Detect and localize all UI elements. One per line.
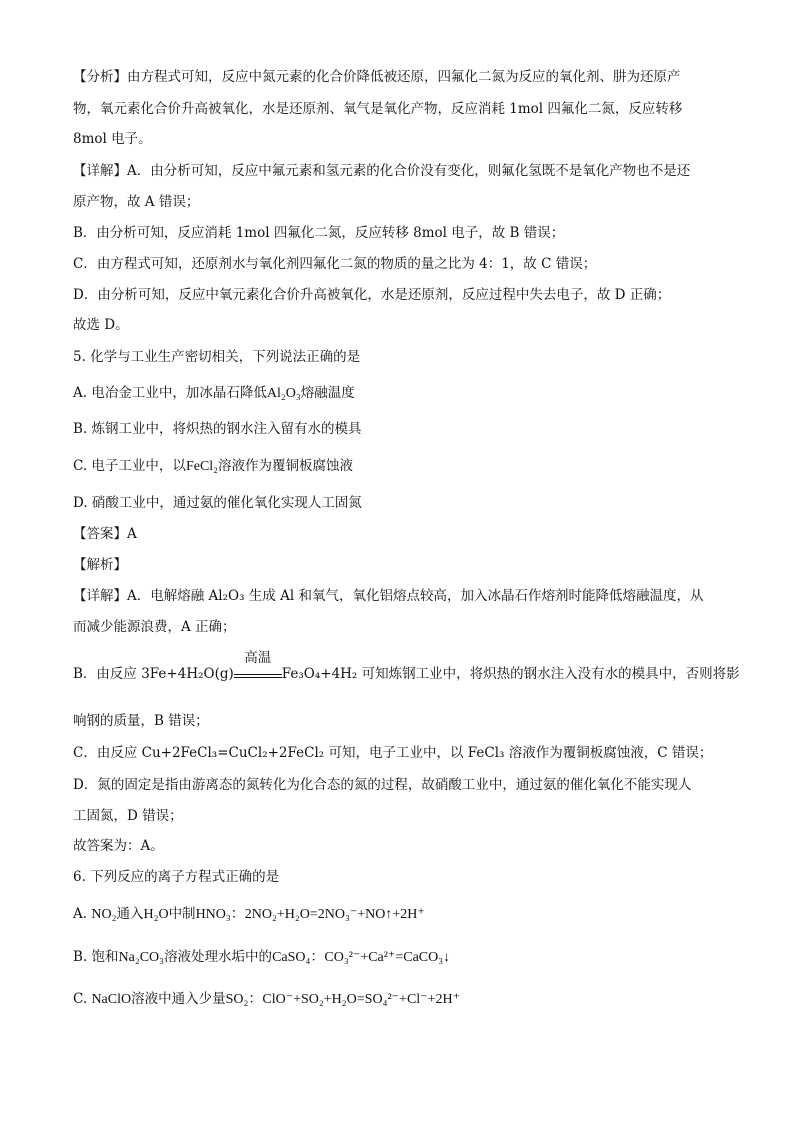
formula-al2o3: Al₂O₃ bbox=[266, 386, 301, 401]
option-a-text-post: 熔融温度 bbox=[300, 385, 355, 401]
option-text: 中制 bbox=[168, 906, 196, 922]
explain-line-5: C．由反应 Cu+2FeCl₃=CuCl₂+2FeCl₂ 可知，电子工业中，以 FeCl₃ 溶液作为覆铜板腐蚀液，C 错误； bbox=[73, 745, 713, 761]
formula-so2: SO₂ bbox=[225, 992, 249, 1007]
question-5-option-d: D. 硝酸工业中，通过氨的催化氧化实现人工固氮 bbox=[73, 495, 362, 511]
option-label: A. bbox=[73, 906, 92, 922]
reaction-condition: 高温 bbox=[244, 650, 272, 666]
detail-option-b: B．由分析可知，反应消耗 1mol 四氟化二氮，反应转移 8mol 电子，故 B 错误； bbox=[73, 225, 565, 241]
detail-option-c: C．由方程式可知，还原剂水与氧化剂四氟化二氮的物质的量之比为 4：1，故 C 错误； bbox=[73, 256, 597, 272]
answer-label: 【答案】A bbox=[73, 526, 137, 542]
ionic-equation: ：2NO₂+H₂O=2NO₃⁻+NO↑+2H⁺ bbox=[230, 907, 425, 922]
option-text: 通入 bbox=[116, 906, 144, 922]
option-text: 溶液处理水垢中的 bbox=[164, 949, 273, 965]
option-c-text-pre: C. 电子工业中，以 bbox=[73, 458, 186, 474]
analysis-line-3: 8mol 电子。 bbox=[73, 131, 152, 147]
formula-h2o: H₂O bbox=[143, 907, 169, 922]
option-text: B. 饱和 bbox=[73, 949, 119, 965]
option-label: C. bbox=[73, 991, 92, 1007]
explain-line-6: D．氮的固定是指由游离态的氮转化为化合态的氮的过程，故硝酸工业中，通过氨的催化氧化不能实现人 bbox=[73, 777, 692, 793]
question-6-option-b bbox=[73, 948, 450, 967]
option-c-text-post: 溶液作为覆铜板腐蚀液 bbox=[218, 458, 354, 474]
explain-line-2: 而减少能源浪费，A 正确； bbox=[73, 619, 236, 635]
question-6-option-a bbox=[73, 905, 425, 924]
formula-naclo: NaClO bbox=[91, 992, 132, 1007]
question-6-option-c bbox=[73, 990, 460, 1009]
conclusion-line: 故选 D。 bbox=[73, 317, 129, 333]
explain-line-4: 响钢的质量，B 错误； bbox=[73, 713, 209, 729]
question-5-option-b: B. 炼钢工业中，将炽热的钢水注入留有水的模具 bbox=[73, 421, 362, 437]
reaction-left: B．由反应 3Fe+4H₂O(g) bbox=[73, 666, 234, 682]
question-6-stem: 6. 下列反应的离子方程式正确的是 bbox=[73, 869, 280, 885]
analysis-label: 【解析】 bbox=[73, 557, 127, 573]
analysis-line-2: 物，氧元素化合价升高被氧化，水是还原剂、氧气是氧化产物，反应消耗 1mol 四氟化二氮，反应转移 bbox=[73, 101, 683, 117]
analysis-line-1: 【分析】由方程式可知，反应中氮元素的化合价降低被还原，四氟化二氮为反应的氧化剂、肼为还原产 bbox=[73, 69, 681, 85]
ionic-equation: ：ClO⁻+SO₂+H₂O=SO₄²⁻+Cl⁻+2H⁺ bbox=[248, 992, 460, 1007]
question-5-stem: 5. 化学与工业生产密切相关，下列说法正确的是 bbox=[73, 349, 361, 365]
reaction-right: Fe₃O₄+4H₂ 可知炼钢工业中，将炽热的钢水注入没有水的模具中，否则将影 bbox=[281, 666, 740, 682]
explain-line-8: 故答案为：A。 bbox=[73, 838, 164, 854]
option-text: 溶液中通入少量 bbox=[131, 991, 226, 1007]
explain-line-7: 工固氮，D 错误； bbox=[73, 808, 183, 824]
question-5-option-c bbox=[73, 457, 353, 476]
formula-fecl2: FeCl₂ bbox=[185, 459, 219, 474]
ionic-equation: ：CO₃²⁻+Ca²⁺=CaCO₃↓ bbox=[310, 950, 451, 965]
formula-hno3: HNO₃ bbox=[195, 907, 231, 922]
explain-line-1: 【详解】A．电解熔融 Al₂O₃ 生成 Al 和氧气，氧化铝熔点较高，加入冰晶石作熔剂时能降低熔融温度，从 bbox=[73, 588, 704, 604]
option-a-text-pre: A. 电冶金工业中，加冰晶石降低 bbox=[73, 385, 267, 401]
detail-line-1: 【详解】A．由分析可知，反应中氟元素和氢元素的化合价没有变化，则氟化氢既不是氧化产物也不是还 bbox=[73, 163, 691, 179]
equilibrium-arrow bbox=[234, 650, 282, 678]
question-5-option-a bbox=[73, 384, 355, 403]
detail-option-d: D．由分析可知，反应中氧元素化合价升高被氧化，水是还原剂，反应过程中失去电子，故 D 正确； bbox=[73, 287, 671, 303]
formula-caso4: CaSO₄ bbox=[272, 950, 311, 965]
explain-line-3 bbox=[73, 650, 740, 683]
formula-no2: NO₂ bbox=[91, 907, 117, 922]
detail-line-2: 原产物，故 A 错误； bbox=[73, 194, 200, 210]
formula-na2co3: Na₂CO₃ bbox=[118, 950, 165, 965]
